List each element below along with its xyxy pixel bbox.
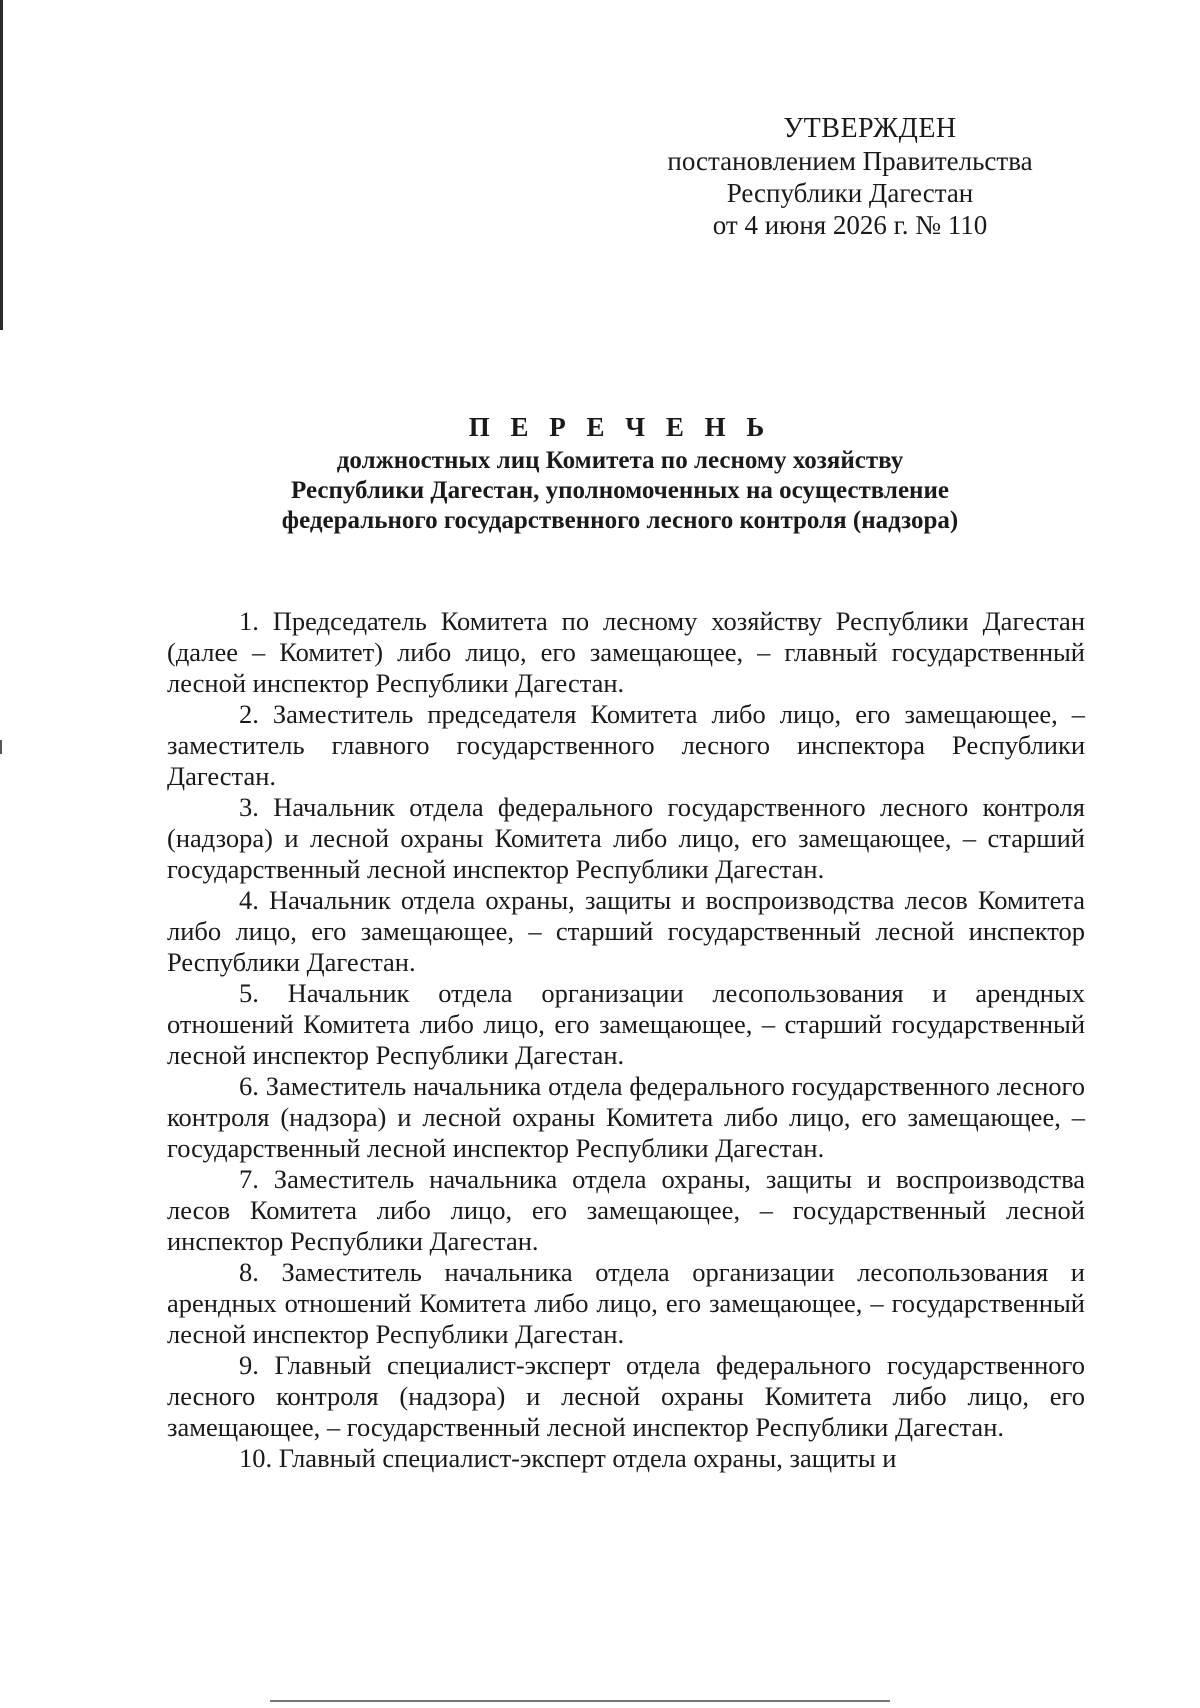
title-line-1: должностных лиц Комитета по лесному хозяйству [336,447,904,474]
title-heading: П Е Р Е Ч Е Н Ь [468,412,772,442]
list-item-5: 5. Начальник отдела организации лесопользования и арендных отношений Комитета либо лицо, его замещающее, – старший государственный лесной инспектор Республики Дагестан. [167,978,1085,1070]
list-item-9: 9. Главный специалист-эксперт отдела федерального государственного лесного контроля (надзора) и лесной охраны Комитета либо лицо, его замещающее, – государственный лесной инспектор Республики Дагестан. [167,1350,1085,1442]
approval-stamp-block [640,113,1060,241]
list-item-3: 3. Начальник отдела федерального государственного лесного контроля (надзора) и лесной охраны Комитета либо лицо, его замещающее, – старший государственный лесной инспектор Республики Дагестан. [167,792,1085,884]
scan-edge-mark [0,0,3,330]
list-item-1: 1. Председатель Комитета по лесному хозяйству Республики Дагестан (далее – Комитет) либо лицо, его замещающее, – главный государственный лесной инспектор Республики Дагестан. [167,606,1085,698]
title-line-3: федерального государственного лесного контроля (надзора) [281,507,959,534]
list-item-4: 4. Начальник отдела охраны, защиты и воспроизводства лесов Комитета либо лицо, его замещающее, – старший государственный лесной инспектор Республики Дагестан. [167,885,1085,977]
approval-heading: УТВЕРЖДЕН [783,113,957,144]
document-title [160,410,1080,536]
approval-date-line: от 4 июня 2026 г. № 110 [712,210,988,240]
bottom-scan-line [270,1700,890,1702]
list-item-6: 6. Заместитель начальника отдела федерального государственного лесного контроля (надзора) и лесной охраны Комитета либо лицо, его замещающее, – государственный лесной инспектор Республики Дагестан. [167,1071,1085,1163]
list-item-2: 2. Заместитель председателя Комитета либо лицо, его замещающее, – заместитель главного государственного лесного инспектора Республики Дагестан. [167,699,1085,791]
scan-margin-mark [0,740,2,754]
approval-republic-line: Республики Дагестан [726,178,974,208]
list-item-7: 7. Заместитель начальника отдела охраны, защиты и воспроизводства лесов Комитета либо лицо, его замещающее, – государственный лесной инспектор Республики Дагестан. [167,1164,1085,1256]
list-item-8: 8. Заместитель начальника отдела организации лесопользования и арендных отношений Комитета либо лицо, его замещающее, – государственный лесной инспектор Республики Дагестан. [167,1257,1085,1349]
document-body [167,606,1085,1474]
title-line-2: Республики Дагестан, уполномоченных на осуществление [291,477,949,504]
approval-resolution-line: постановлением Правительства [667,146,1033,176]
list-item-10: 10. Главный специалист-эксперт отдела охраны, защиты и [239,1443,897,1473]
